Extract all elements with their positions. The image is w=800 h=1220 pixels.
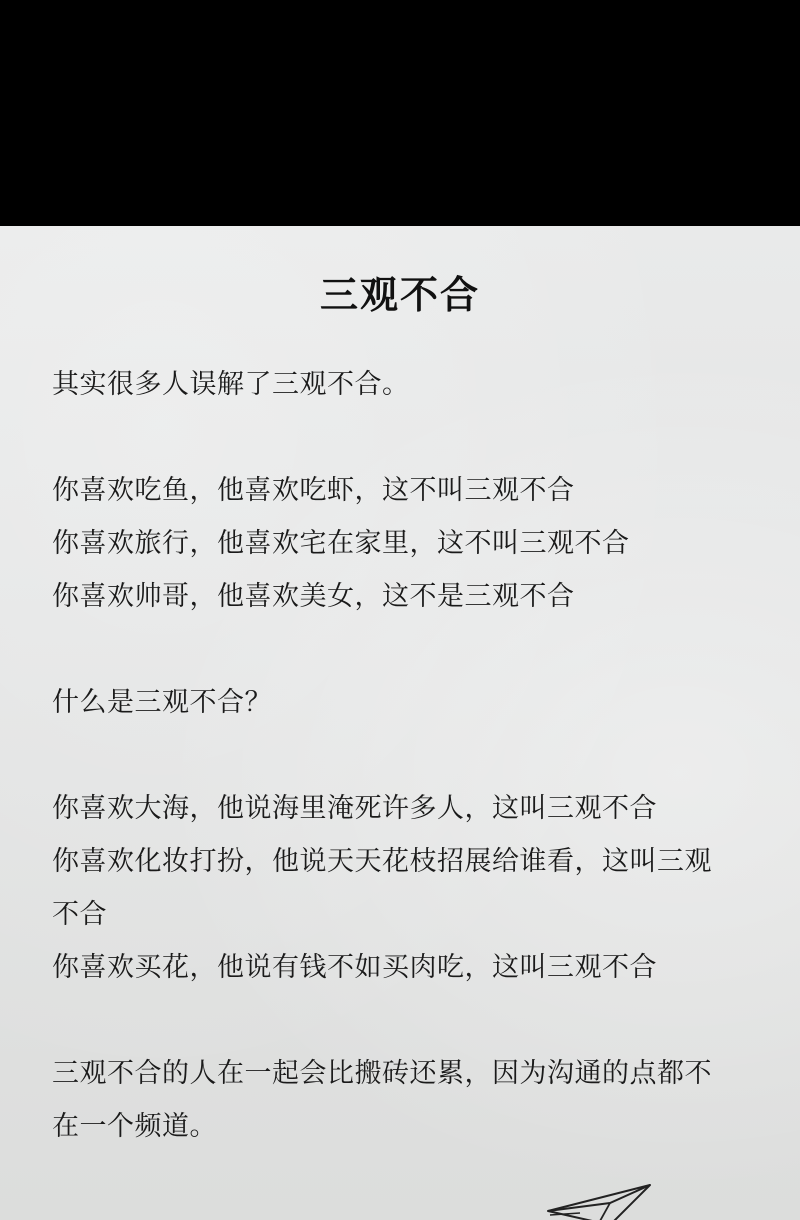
not-example-line: 你喜欢吃鱼，他喜欢吃虾，这不叫三观不合	[52, 475, 575, 506]
example-line: 你喜欢化妆打扮，他说天天花枝招展给谁看，这叫三观	[52, 846, 712, 877]
page-title: 三观不合	[319, 272, 480, 317]
conclusion-line: 三观不合的人在一起会比搬砖还累，因为沟通的点都不	[52, 1058, 712, 1089]
not-example-line: 你喜欢旅行，他喜欢宅在家里，这不叫三观不合	[52, 528, 630, 559]
paper-page	[0, 226, 800, 1220]
not-example-line: 你喜欢帅哥，他喜欢美女，这不是三观不合	[52, 581, 575, 612]
intro-line: 其实很多人误解了三观不合。	[52, 369, 410, 400]
example-line: 你喜欢买花，他说有钱不如买肉吃，这叫三观不合	[52, 952, 657, 983]
paper-plane-icon	[540, 1181, 660, 1220]
question-line: 什么是三观不合？	[52, 687, 272, 718]
example-line: 你喜欢大海，他说海里淹死许多人，这叫三观不合	[52, 793, 657, 824]
conclusion-line: 在一个频道。	[52, 1111, 217, 1142]
example-line-continued: 不合	[52, 899, 107, 930]
top-black-band	[0, 0, 800, 226]
body-text	[52, 358, 752, 1153]
